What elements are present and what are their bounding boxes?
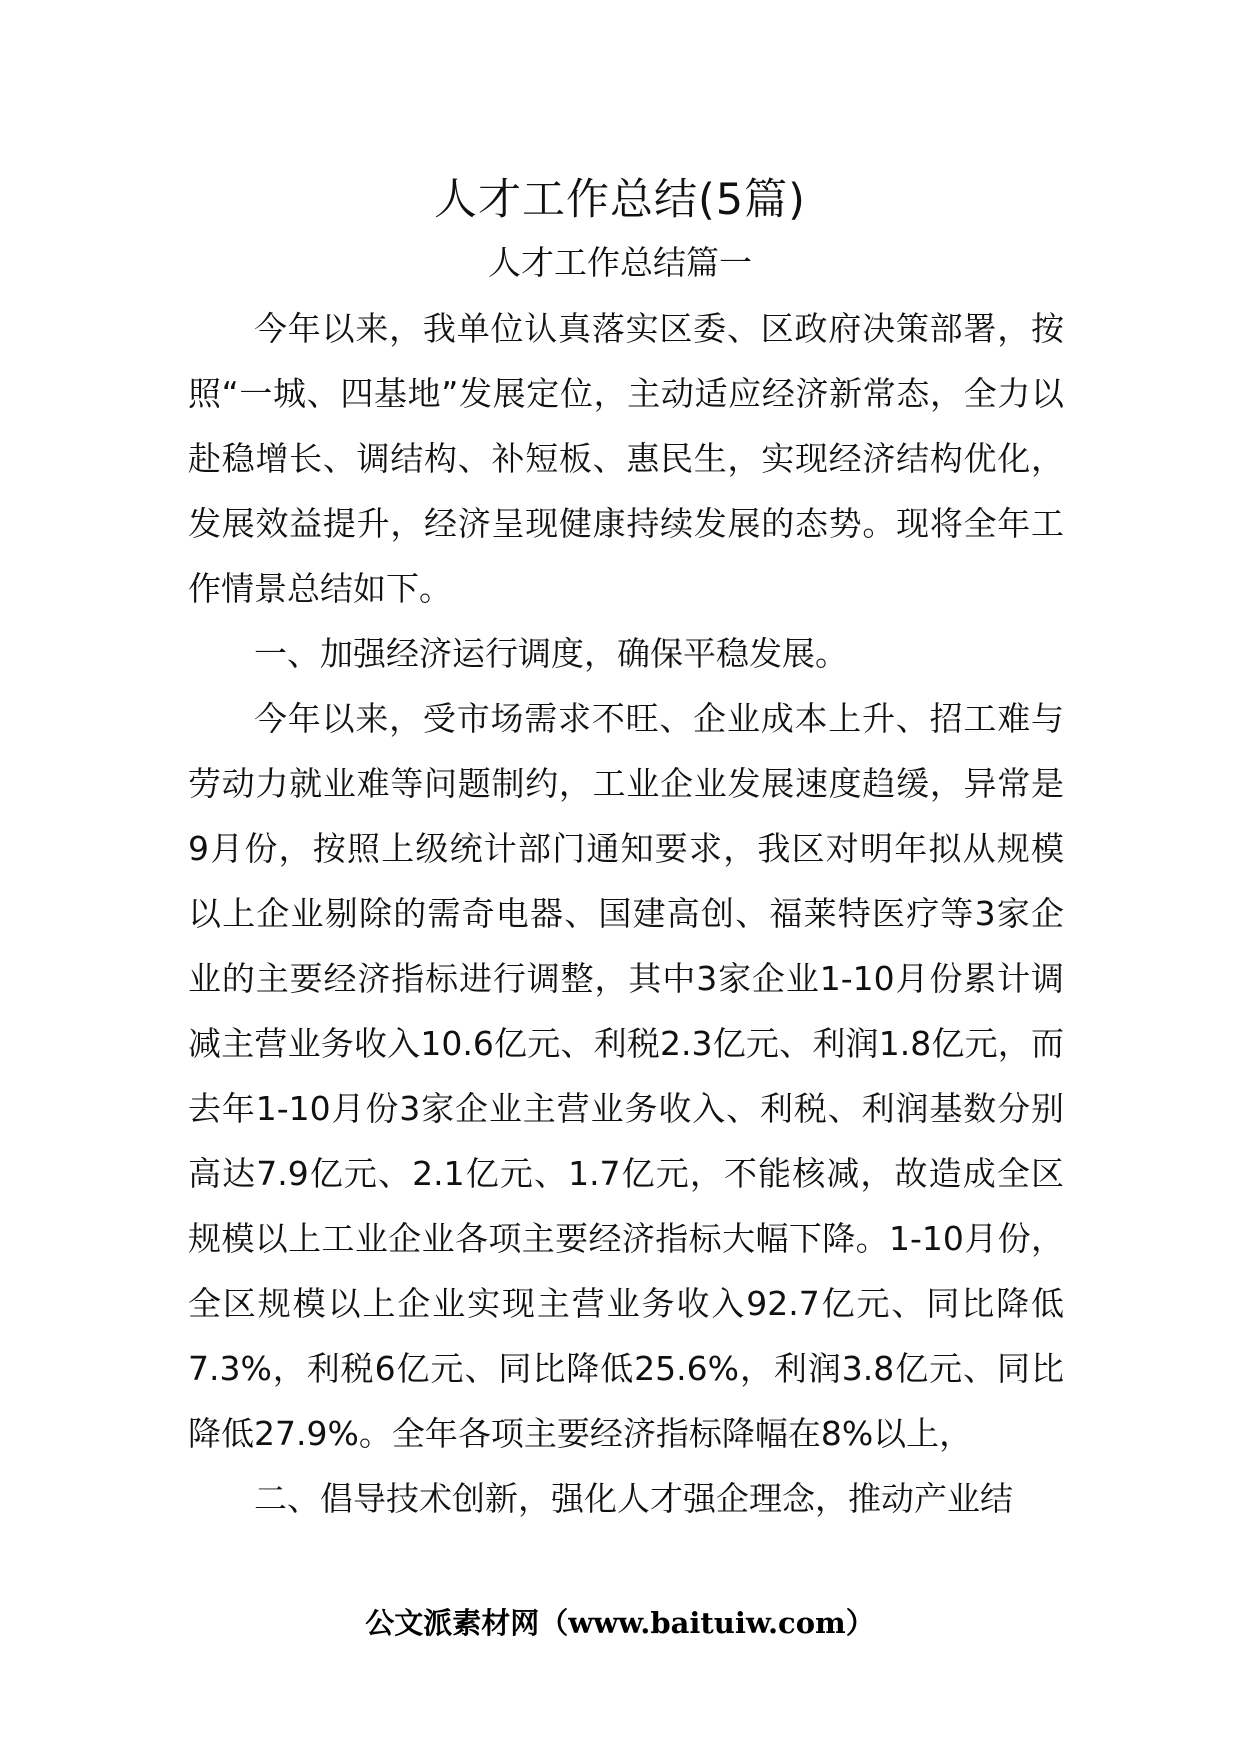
- section-heading-2: 二、倡导技术创新，强化人才强企理念，推动产业结: [254, 1479, 1013, 1518]
- document-body: [188, 296, 1064, 1531]
- footer-watermark: 公文派素材网（www.baituiw.com）: [365, 1606, 875, 1640]
- section-heading-1: 一、加强经济运行调度，确保平稳发展。: [254, 634, 848, 673]
- document-title: 人才工作总结(5篇): [434, 175, 806, 225]
- paragraph-intro: 今年以来，我单位认真落实区委、区政府决策部署，按照“一城、四基地”发展定位，主动适应经济新常态，全力以赴稳增长、调结构、补短板、惠民生，实现经济结构优化，发展效益提升，经济呈现健康持续发展的态势。现将全年工作情景总结如下。: [188, 309, 1064, 608]
- document-subtitle: 人才工作总结篇一: [488, 243, 752, 282]
- paragraph-economy: 今年以来，受市场需求不旺、企业成本上升、招工难与劳动力就业难等问题制约，工业企业发展速度趋缓，异常是9月份，按照上级统计部门通知要求，我区对明年拟从规模以上企业剔除的需奇电器、国建高创、福莱特医疗等3家企业的主要经济指标进行调整，其中3家企业1-10月份累计调减主营业务收入10.6亿元、利税2.3亿元、利润1.8亿元，而去年1-10月份3家企业主营业务收入、利税、利润基数分别高达7.9亿元、2.1亿元、1.7亿元，不能核减，故造成全区规模以上工业企业各项主要经济指标大幅下降。1-10月份，全区规模以上企业实现主营业务收入92.7亿元、同比降低7.3%，利税6亿元、同比降低25.6%，利润3.8亿元、同比降低27.9%。全年各项主要经济指标降幅在8%以上，: [188, 699, 1064, 1453]
